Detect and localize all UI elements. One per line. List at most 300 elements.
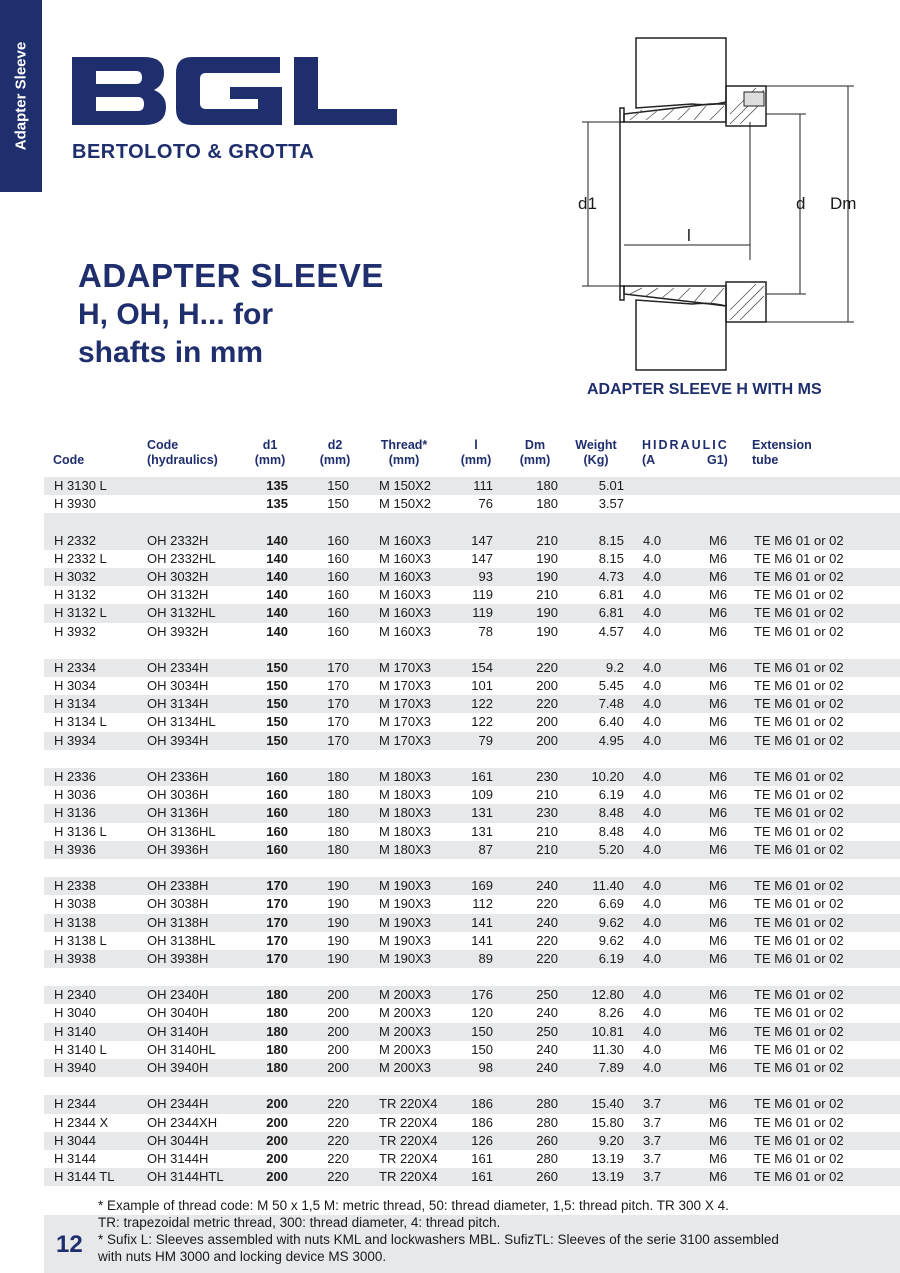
table-row — [44, 932, 900, 950]
table-cell: 186 — [471, 1114, 493, 1130]
table-cell: 4.0 — [643, 950, 662, 966]
table-cell: 6.19 — [598, 787, 624, 803]
table-cell: 13.19 — [591, 1150, 624, 1166]
table-cell: TR 220X4 — [379, 1114, 438, 1130]
table-cell: M 170X3 — [379, 678, 432, 694]
table-cell: TE M6 01 or 02 — [754, 787, 844, 803]
table-cell: H 3032 — [54, 568, 96, 584]
table-cell: 9.20 — [598, 1132, 624, 1148]
table-cell: 4.0 — [643, 1005, 662, 1021]
table-cell: 160 — [266, 805, 288, 821]
table-cell: M6 — [709, 532, 728, 548]
table-cell: OH 2332HL — [147, 550, 216, 566]
table-cell: 180 — [327, 805, 349, 821]
table-cell: 5.45 — [598, 678, 624, 694]
header-hydraulic-code-2: (hydraulics) — [147, 453, 218, 467]
table-cell: 280 — [536, 1114, 558, 1130]
table-cell: 6.19 — [598, 950, 624, 966]
table-cell: M6 — [709, 1005, 728, 1021]
table-cell: 13.19 — [591, 1169, 624, 1185]
table-cell: 4.0 — [643, 550, 662, 566]
table-cell: OH 3136HL — [147, 823, 216, 839]
table-cell: TE M6 01 or 02 — [754, 823, 844, 839]
table-row — [44, 786, 900, 804]
table-cell: M 190X3 — [379, 950, 432, 966]
table-cell: 180 — [327, 823, 349, 839]
table-row — [44, 1114, 900, 1132]
table-cell: 111 — [473, 478, 493, 493]
table-row — [44, 950, 900, 968]
table-cell: 140 — [266, 623, 288, 639]
table-row — [44, 477, 900, 495]
table-cell: 200 — [327, 1005, 349, 1021]
group-spacer — [44, 968, 900, 986]
header-dm — [520, 438, 551, 468]
table-cell: TE M6 01 or 02 — [754, 568, 844, 584]
table-cell: 240 — [536, 1005, 558, 1021]
table-cell: 126 — [471, 1132, 493, 1148]
title-line-1: ADAPTER SLEEVE — [78, 257, 384, 294]
table-cell: M 180X3 — [379, 787, 432, 803]
table-cell: 200 — [536, 678, 558, 694]
table-cell: 140 — [266, 550, 288, 566]
table-cell: H 3138 — [54, 914, 96, 930]
table-cell: OH 2340H — [147, 987, 209, 1003]
table-cell: 150 — [327, 478, 349, 493]
table-cell: 6.81 — [598, 605, 624, 621]
header-thread-1: Thread* — [380, 438, 428, 452]
table-cell: H 3044 — [54, 1132, 96, 1148]
table-cell: 15.40 — [591, 1096, 624, 1112]
table-cell: 200 — [536, 732, 558, 748]
table-cell: 180 — [266, 1005, 288, 1021]
header-hidraulic-g1: G1) — [707, 453, 728, 467]
table-cell: TE M6 01 or 02 — [754, 1169, 844, 1185]
table-row — [44, 877, 900, 895]
table-row — [44, 1095, 900, 1113]
table-cell: 160 — [266, 841, 288, 857]
table-cell: M 190X3 — [379, 914, 432, 930]
table-cell: TE M6 01 or 02 — [754, 932, 844, 948]
table-cell: 230 — [536, 769, 558, 784]
table-cell: 150 — [266, 659, 288, 675]
table-cell: 6.40 — [598, 714, 624, 730]
table-cell: M6 — [709, 1114, 728, 1130]
table-cell: TE M6 01 or 02 — [754, 1005, 844, 1021]
table-cell: 98 — [478, 1060, 493, 1075]
table-cell: M6 — [709, 623, 728, 639]
table-cell: 4.0 — [643, 823, 662, 839]
footnote-line-4: with nuts HM 3000 and locking device MS 3000. — [98, 1249, 387, 1264]
table-cell: OH 2338H — [147, 878, 209, 894]
table-cell: 9.62 — [598, 932, 624, 948]
table-cell: 250 — [536, 1023, 558, 1039]
table-cell: 4.73 — [598, 568, 624, 584]
table-cell: 150 — [266, 714, 288, 730]
table-row — [44, 495, 900, 513]
table-cell: 160 — [266, 769, 288, 784]
table-cell: 280 — [536, 1096, 558, 1112]
table-cell: 150 — [266, 696, 288, 712]
table-cell: OH 2336H — [147, 769, 209, 784]
header-d2-1: d2 — [327, 438, 343, 452]
table-cell: M 180X3 — [379, 805, 432, 821]
table-cell: H 2332 L — [54, 550, 107, 566]
table-cell: TE M6 01 or 02 — [754, 1114, 844, 1130]
table-cell: 140 — [266, 605, 288, 621]
table-row — [44, 1150, 900, 1168]
table-cell: 220 — [536, 696, 558, 712]
header-weight — [575, 438, 616, 468]
table-cell: M6 — [709, 732, 728, 748]
table-cell: 170 — [266, 932, 288, 948]
table-row — [44, 659, 900, 677]
table-cell: 4.0 — [643, 678, 662, 694]
table-cell: 186 — [471, 1096, 493, 1112]
table-cell: 4.0 — [643, 696, 662, 712]
table-cell: 180 — [536, 478, 558, 493]
table-cell: 93 — [478, 568, 493, 584]
table-cell: 4.0 — [643, 769, 662, 784]
table-cell: H 2334 — [54, 659, 96, 675]
table-cell: 140 — [266, 568, 288, 584]
table-row — [44, 732, 900, 750]
table-cell: 180 — [266, 987, 288, 1003]
table-cell: 160 — [327, 568, 349, 584]
table-cell: 4.95 — [598, 732, 624, 748]
table-cell: 4.0 — [643, 787, 662, 803]
table-cell: 4.0 — [643, 841, 662, 857]
table-cell: 161 — [471, 1150, 493, 1166]
header-hydraulic-code-1: Code — [147, 438, 179, 452]
table-cell: 200 — [327, 1060, 349, 1075]
table-cell: 150 — [471, 1041, 493, 1057]
table-cell: M6 — [709, 1169, 728, 1185]
group-spacer — [44, 513, 900, 531]
table-cell: TE M6 01 or 02 — [754, 1132, 844, 1148]
header-extension-1: Extension — [752, 438, 812, 452]
table-cell: TE M6 01 or 02 — [754, 732, 844, 748]
table-cell: 8.48 — [598, 805, 624, 821]
table-cell: H 2332 — [54, 532, 96, 548]
table-cell: 3.7 — [643, 1150, 662, 1166]
table-row — [44, 623, 900, 641]
table-cell: 220 — [536, 932, 558, 948]
table-cell: M6 — [709, 568, 728, 584]
table-row — [44, 532, 900, 550]
header-weight-1: Weight — [575, 438, 617, 452]
table-cell: 4.0 — [643, 605, 662, 621]
table-row — [44, 914, 900, 932]
table-cell: OH 3940H — [147, 1060, 209, 1075]
table-cell: H 3134 L — [54, 714, 107, 730]
table-cell: 154 — [471, 659, 493, 675]
group-spacer — [44, 641, 900, 659]
table-cell: M 150X2 — [379, 496, 432, 512]
table-cell: 150 — [266, 732, 288, 748]
table-cell: M 160X3 — [379, 587, 432, 603]
label-d: d — [796, 194, 806, 213]
table-cell: H 3036 — [54, 787, 96, 803]
table-cell: M6 — [709, 987, 728, 1003]
header-l-1: l — [474, 438, 478, 452]
table-cell: M 160X3 — [379, 550, 432, 566]
table-cell: H 2344 — [54, 1096, 96, 1112]
table-cell: H 3930 — [54, 496, 96, 512]
table-cell: 180 — [327, 769, 349, 784]
table-row — [44, 1059, 900, 1077]
table-cell: H 3936 — [54, 841, 96, 857]
table-cell: 160 — [266, 787, 288, 803]
table-cell: 170 — [327, 659, 349, 675]
table-cell: 3.7 — [643, 1169, 662, 1185]
table-cell: H 3140 L — [54, 1041, 107, 1057]
table-cell: 112 — [472, 896, 493, 912]
table-cell: TR 220X4 — [379, 1132, 438, 1148]
table-cell: M6 — [709, 914, 728, 930]
table-cell: 6.81 — [598, 587, 624, 603]
table-cell: 210 — [536, 823, 558, 839]
table-cell: 141 — [471, 932, 493, 948]
table-cell: H 3132 L — [54, 605, 107, 621]
table-cell: OH 2334H — [147, 659, 209, 675]
table-cell: OH 3040H — [147, 1005, 209, 1021]
table-row — [44, 586, 900, 604]
table-cell: 200 — [266, 1114, 288, 1130]
footnote-line-2: TR: trapezoidal metric thread, 300: thread diameter, 4: thread pitch. — [98, 1215, 501, 1230]
table-cell: TE M6 01 or 02 — [754, 1060, 844, 1075]
table-cell: H 3132 — [54, 587, 96, 603]
table-cell: OH 3144HTL — [147, 1169, 224, 1185]
table-cell: 240 — [536, 1041, 558, 1057]
table-cell: OH 3032H — [147, 568, 209, 584]
table-cell: M 200X3 — [379, 1041, 432, 1057]
table-cell: M 200X3 — [379, 1060, 432, 1075]
table-cell: M6 — [709, 805, 728, 821]
table-cell: TR 220X4 — [379, 1169, 438, 1185]
table-cell: 170 — [266, 950, 288, 966]
table-cell: 170 — [266, 878, 288, 894]
table-cell: 176 — [471, 987, 493, 1003]
table-cell: 4.0 — [643, 623, 662, 639]
header-thread — [381, 438, 428, 468]
page-title — [78, 256, 384, 372]
table-cell: 220 — [536, 659, 558, 675]
header-hidraulic-a: (A — [642, 453, 656, 467]
table-cell: TE M6 01 or 02 — [754, 1041, 844, 1057]
table-cell: M6 — [709, 769, 728, 784]
table-cell: M6 — [709, 1041, 728, 1057]
brand-logo — [72, 57, 397, 130]
table-cell: M 160X3 — [379, 623, 432, 639]
table-cell: 147 — [471, 550, 493, 566]
table-cell: H 3934 — [54, 732, 96, 748]
table-cell: M 180X3 — [379, 823, 432, 839]
table-cell: 11.40 — [592, 878, 624, 894]
table-cell: 7.48 — [598, 696, 624, 712]
table-cell: 190 — [536, 568, 558, 584]
table-cell: 119 — [472, 587, 493, 603]
table-cell: M6 — [709, 841, 728, 857]
table-cell: OH 3138H — [147, 914, 209, 930]
table-cell: M6 — [709, 587, 728, 603]
header-d1-2: (mm) — [254, 453, 286, 467]
table-cell: OH 3934H — [147, 732, 209, 748]
table-cell: 200 — [266, 1096, 288, 1112]
header-weight-2: (Kg) — [583, 453, 609, 467]
table-cell: 150 — [266, 678, 288, 694]
label-l: l — [687, 226, 691, 245]
adapter-sleeve-table — [44, 477, 900, 1186]
table-cell: 200 — [266, 1169, 288, 1185]
table-cell: M 160X3 — [379, 605, 432, 621]
table-cell: 220 — [536, 950, 558, 966]
table-cell: H 3144 TL — [54, 1169, 115, 1185]
table-cell: 190 — [327, 878, 349, 894]
table-cell: 9.62 — [598, 914, 624, 930]
table-cell: 4.0 — [643, 896, 662, 912]
brand-name: BERTOLOTO & GROTTA — [72, 141, 315, 163]
diagram-caption: ADAPTER SLEEVE H WITH MS — [587, 381, 822, 398]
table-cell: 10.20 — [591, 769, 624, 784]
table-cell: 4.0 — [643, 568, 662, 584]
table-cell: OH 2344H — [147, 1096, 209, 1112]
table-cell: 109 — [471, 787, 493, 803]
header-d1 — [255, 438, 286, 468]
group-spacer — [44, 1077, 900, 1095]
table-cell: TE M6 01 or 02 — [754, 805, 844, 821]
header-thread-2: (mm) — [388, 453, 420, 467]
table-cell: M6 — [709, 714, 728, 730]
table-cell: H 2340 — [54, 987, 96, 1003]
table-cell: M 170X3 — [379, 714, 432, 730]
table-cell: 220 — [327, 1096, 349, 1112]
table-cell: 240 — [536, 878, 558, 894]
adapter-sleeve-diagram — [560, 30, 880, 380]
table-cell: M 190X3 — [379, 932, 432, 948]
group-spacer — [44, 859, 900, 877]
table-cell: TR 220X4 — [379, 1096, 438, 1112]
header-hydraulic-code — [147, 438, 218, 468]
table-row — [44, 1041, 900, 1059]
table-cell: 8.48 — [598, 823, 624, 839]
table-cell: 160 — [327, 623, 349, 639]
table-cell: 135 — [266, 496, 288, 512]
table-cell: OH 3132H — [147, 587, 209, 603]
table-cell: 190 — [536, 605, 558, 621]
table-row — [44, 695, 900, 713]
table-cell: M 170X3 — [379, 659, 432, 675]
table-cell: 160 — [327, 605, 349, 621]
header-l — [461, 438, 492, 468]
table-cell: H 2338 — [54, 878, 96, 894]
table-row — [44, 804, 900, 822]
table-cell: 5.20 — [598, 841, 624, 857]
table-cell: 3.7 — [643, 1096, 662, 1112]
table-cell: M6 — [709, 550, 728, 566]
table-row — [44, 986, 900, 1004]
table-cell: M 200X3 — [379, 1005, 432, 1021]
table-cell: M6 — [709, 1132, 728, 1148]
table-cell: 8.26 — [598, 1005, 624, 1021]
table-cell: M6 — [709, 932, 728, 948]
table-cell: M6 — [709, 1150, 728, 1166]
table-cell: M6 — [709, 787, 728, 803]
side-tab — [0, 0, 42, 192]
table-cell: 180 — [266, 1023, 288, 1039]
table-row — [44, 1132, 900, 1150]
table-cell: H 3940 — [54, 1060, 96, 1075]
table-cell: 15.80 — [591, 1114, 624, 1130]
table-cell: OH 3038H — [147, 896, 209, 912]
table-cell: 4.0 — [643, 532, 662, 548]
table-cell: H 3144 — [54, 1150, 96, 1166]
table-cell: 79 — [478, 732, 493, 748]
table-cell: M 190X3 — [379, 878, 432, 894]
table-cell: 170 — [327, 696, 349, 712]
table-cell: 3.7 — [643, 1132, 662, 1148]
table-cell: M 170X3 — [379, 696, 432, 712]
table-row — [44, 768, 900, 786]
footnote-line-3: * Sufix L: Sleeves assembled with nuts KML and lockwashers MBL. SufizTL: Sleeves of the serie 3100 assembled — [98, 1232, 779, 1247]
table-cell: 8.15 — [598, 532, 624, 548]
table-header — [0, 438, 900, 474]
table-cell: H 3136 L — [54, 823, 107, 839]
table-cell: 150 — [327, 496, 349, 512]
table-cell: M 160X3 — [379, 568, 432, 584]
table-cell: OH 3036H — [147, 787, 209, 803]
table-cell: 4.57 — [598, 623, 624, 639]
header-extension-2: tube — [752, 453, 779, 467]
table-cell: 140 — [266, 587, 288, 603]
table-cell: 5.01 — [598, 478, 624, 493]
table-cell: 4.0 — [643, 805, 662, 821]
table-cell: H 3034 — [54, 678, 96, 694]
table-row — [44, 823, 900, 841]
table-cell: H 3134 — [54, 696, 96, 712]
table-cell: 119 — [472, 605, 493, 621]
table-cell: 4.0 — [643, 878, 662, 894]
table-cell: 8.15 — [598, 550, 624, 566]
table-cell: M6 — [709, 659, 728, 675]
header-d1-1: d1 — [262, 438, 278, 452]
table-cell: 4.0 — [643, 659, 662, 675]
table-cell: M6 — [709, 1060, 728, 1075]
header-hidraulic: HIDRAULIC — [642, 438, 729, 452]
table-cell: 3.57 — [598, 496, 624, 512]
table-cell: OH 2344XH — [147, 1114, 218, 1130]
header-l-2: (mm) — [460, 453, 492, 467]
bgl-logo-mark — [72, 57, 397, 125]
table-cell: M6 — [709, 823, 728, 839]
side-tab-label: Adapter Sleeve — [12, 41, 30, 151]
table-cell: 4.0 — [643, 932, 662, 948]
table-cell: 190 — [536, 623, 558, 639]
table-cell: 180 — [327, 787, 349, 803]
table-cell: 4.0 — [643, 987, 662, 1003]
table-cell: 200 — [327, 987, 349, 1003]
table-row — [44, 895, 900, 913]
table-cell: M 150X2 — [379, 478, 432, 493]
table-cell: TE M6 01 or 02 — [754, 1023, 844, 1039]
header-dm-2: (mm) — [519, 453, 551, 467]
table-cell: 122 — [471, 714, 493, 730]
table-cell: OH 3144H — [147, 1150, 209, 1166]
table-cell: 169 — [471, 878, 493, 894]
table-cell: 140 — [266, 532, 288, 548]
table-cell: TE M6 01 or 02 — [754, 532, 844, 548]
label-dm: Dm — [830, 194, 857, 213]
